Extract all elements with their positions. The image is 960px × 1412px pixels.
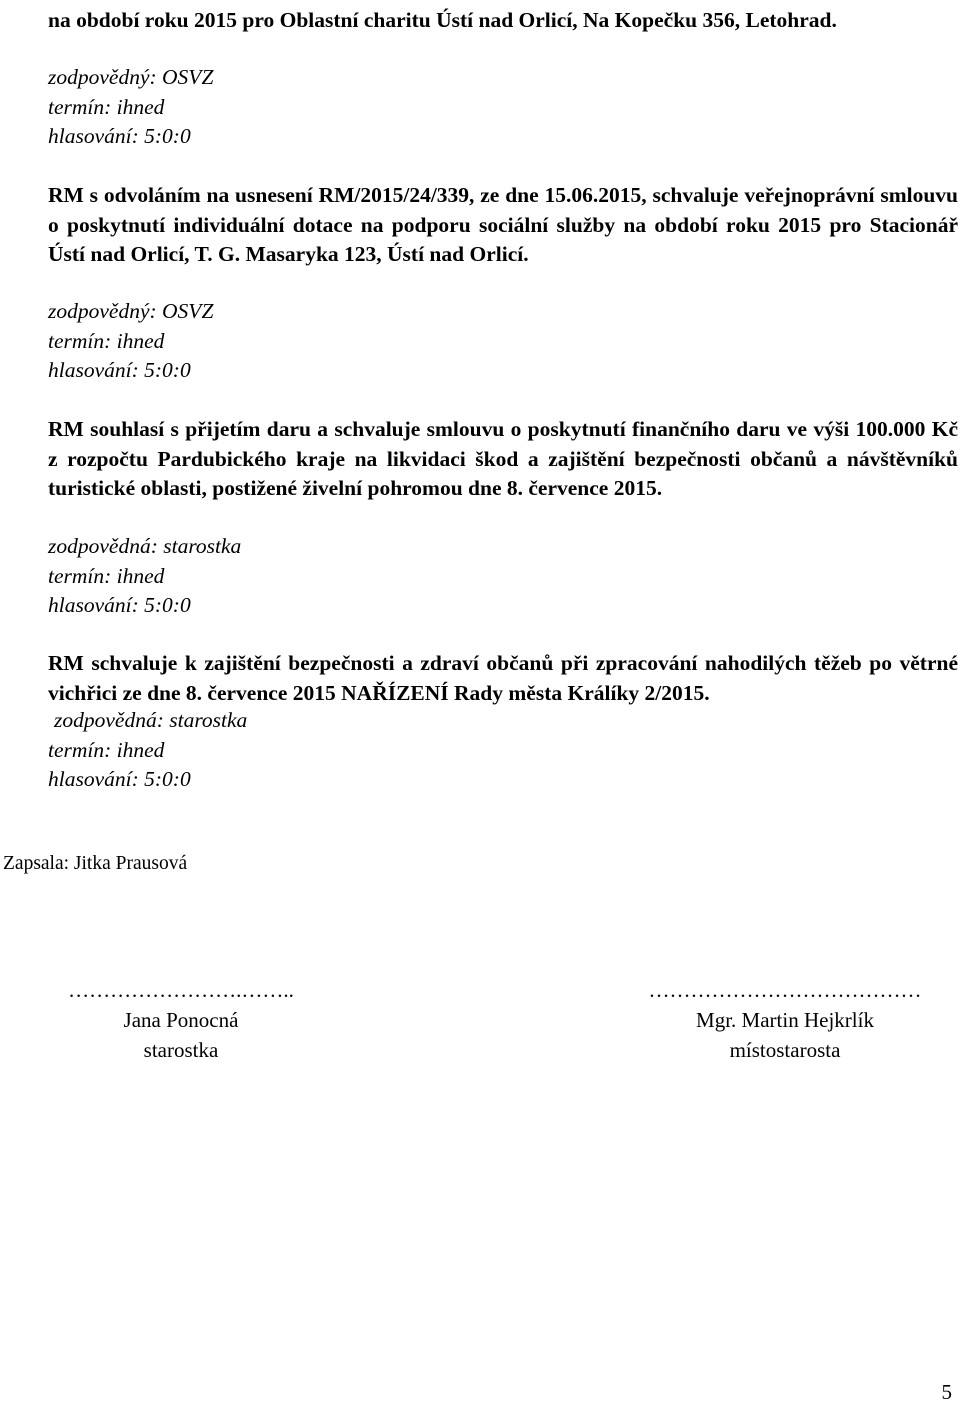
resolution-4-deadline: termín: ihned	[48, 737, 165, 762]
resolution-3-meta	[48, 532, 958, 621]
resolution-4-meta	[48, 706, 958, 795]
resolution-2-deadline: termín: ihned	[48, 328, 165, 353]
recorder-line: Zapsala: Jitka Prausová	[3, 853, 188, 874]
signature-line: …………………………………	[648, 978, 922, 1002]
signatory-role: místostarosta	[729, 1038, 841, 1062]
resolution-2-text: RM s odvoláním na usnesení RM/2015/24/339, ze dne 15.06.2015, schvaluje veřejnoprávní smlouvu o poskytnutí individuální dotace na podporu sociální služby na období roku 2015 pro Stacionář Ústí nad Orlicí, T. G. Masaryka 123, Ústí nad Orlicí.	[48, 183, 958, 266]
resolution-1-meta	[48, 63, 958, 152]
resolution-2-meta	[48, 297, 958, 386]
signatory-name: Jana Ponocná	[123, 1008, 239, 1032]
page-number: 5	[941, 1380, 952, 1404]
resolution-3-responsible: zodpovědná: starostka	[48, 534, 242, 558]
resolution-4-text: RM schvaluje k zajištění bezpečnosti a zdraví občanů při zpracování nahodilých těžeb po větrné vichřici ze dne 8. července 2015 NAŘÍZENÍ Rady města Králíky 2/2015.	[48, 651, 958, 705]
resolution-3-vote: hlasování: 5:0:0	[48, 593, 191, 617]
signatory-name: Mgr. Martin Hejkrlík	[696, 1008, 874, 1032]
resolution-4-vote: hlasování: 5:0:0	[48, 767, 191, 791]
resolution-2-vote: hlasování: 5:0:0	[48, 358, 191, 382]
signature-line: …………………….……..	[68, 978, 294, 1002]
resolution-2-responsible: zodpovědný: OSVZ	[48, 299, 214, 323]
resolution-3-text: RM souhlasí s přijetím daru a schvaluje smlouvu o poskytnutí finančního daru ve výši 100.000 Kč z rozpočtu Pardubického kraje na likvidaci škod a zajištění bezpečnosti občanů a návštěvníků turistické oblasti, postižené živelní pohromou dne 8. července 2015.	[48, 417, 958, 500]
resolution-1-text: na období roku 2015 pro Oblastní charitu Ústí nad Orlicí, Na Kopečku 356, Letohrad.	[48, 8, 837, 32]
resolution-1-deadline: termín: ihned	[48, 94, 165, 119]
resolution-3-deadline: termín: ihned	[48, 563, 165, 588]
signatory-role: starostka	[143, 1038, 219, 1062]
signature-block-mayor	[46, 975, 316, 1065]
resolution-4-responsible: zodpovědná: starostka	[54, 708, 248, 732]
resolution-1-vote: hlasování: 5:0:0	[48, 124, 191, 148]
resolution-1-responsible: zodpovědný: OSVZ	[48, 65, 214, 89]
signature-block-deputy-mayor	[600, 975, 960, 1065]
